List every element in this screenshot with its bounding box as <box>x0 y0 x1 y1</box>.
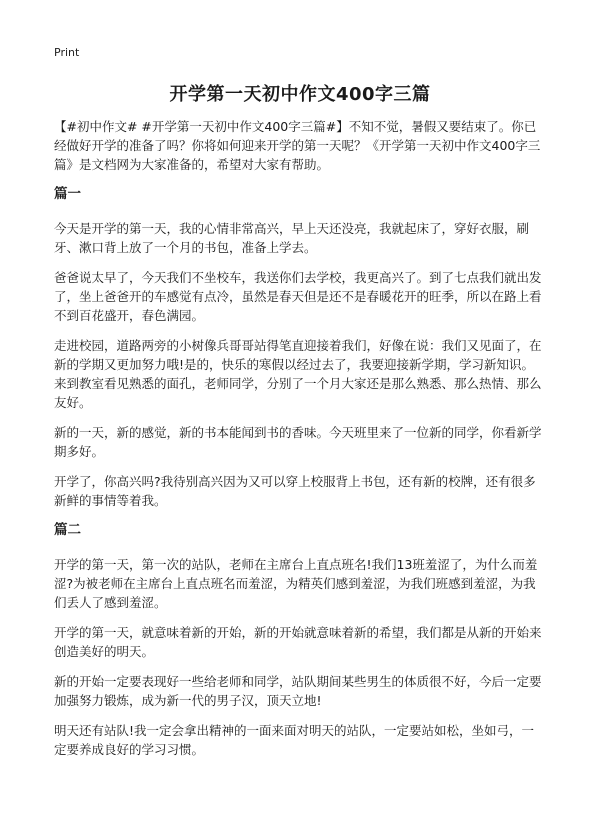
paragraph: 今天是开学的第一天，我的心情非常高兴，早上天还没亮，我就起床了，穿好衣服，刷牙、漱口背上放了一个月的书包，准备上学去。 <box>54 221 530 255</box>
section-heading: 篇二 <box>54 522 81 538</box>
paragraph: 开学了，你高兴吗?我待别高兴因为又可以穿上校服背上书包，还有新的校牌，还有很多新鲜的事情等着我。 <box>54 474 536 508</box>
paragraph: 明天还有站队!我一定会拿出精神的一面来面对明天的站队，一定要站如松，坐如弓，一定要养成良好的学习习惯。 <box>54 723 535 757</box>
paragraph: 爸爸说太早了，今天我们不坐校车，我送你们去学校，我更高兴了。到了七点我们就出发了，坐上爸爸开的车感觉有点冷，虽然是春天但是还不是春暖花开的旺季，所以在路上看不到百花盛开，春色满园。 <box>54 270 542 323</box>
article-body <box>54 117 546 770</box>
paragraph: 新的开始一定要表现好一些给老师和同学，站队期间某些男生的体质很不好，今后一定要加强努力锻炼，成为新一代的男子汉，顶天立地! <box>54 674 542 708</box>
paragraph: 新的一天，新的感觉，新的书本能闻到书的香味。今天班里来了一位新的同学，你看新学期多好。 <box>54 425 542 459</box>
print-label: Print <box>54 46 80 59</box>
paragraph: 开学的第一天，就意味着新的开始，新的开始就意味着新的希望，我们都是从新的开始来创造美好的明天。 <box>54 625 542 659</box>
section-heading: 篇一 <box>54 186 81 202</box>
paragraph: 走进校园，道路两旁的小树像兵哥哥站得笔直迎接着我们，好像在说：我们又见面了，在新的学期又更加努力哦!是的，快乐的寒假以经过去了，我要迎接新学期，学习新知识。来到教室看见熟悉的面孔，老师同学，分别了一个月大家还是那么熟悉、那么热情、那么友好。 <box>54 338 542 410</box>
paragraph: 开学的第一天，第一次的站队，老师在主席台上直点班名!我们13班羞涩了，为什么而羞涩?为被老师在主席台上直点班名而羞涩，为精英们感到羞涩，为我们班感到羞涩，为我们丢人了感到羞涩。 <box>54 557 538 610</box>
page-title: 开学第一天初中作文400字三篇 <box>169 84 431 105</box>
intro-paragraph: 【#初中作文# #开学第一天初中作文400字三篇#】不知不觉，暑假又要结束了。你已经做好开学的准备了吗？你将如何迎来开学的第一天呢？《开学第一天初中作文400字三篇》是文档网为大家准备的，希望对大家有帮助。 <box>54 119 541 172</box>
